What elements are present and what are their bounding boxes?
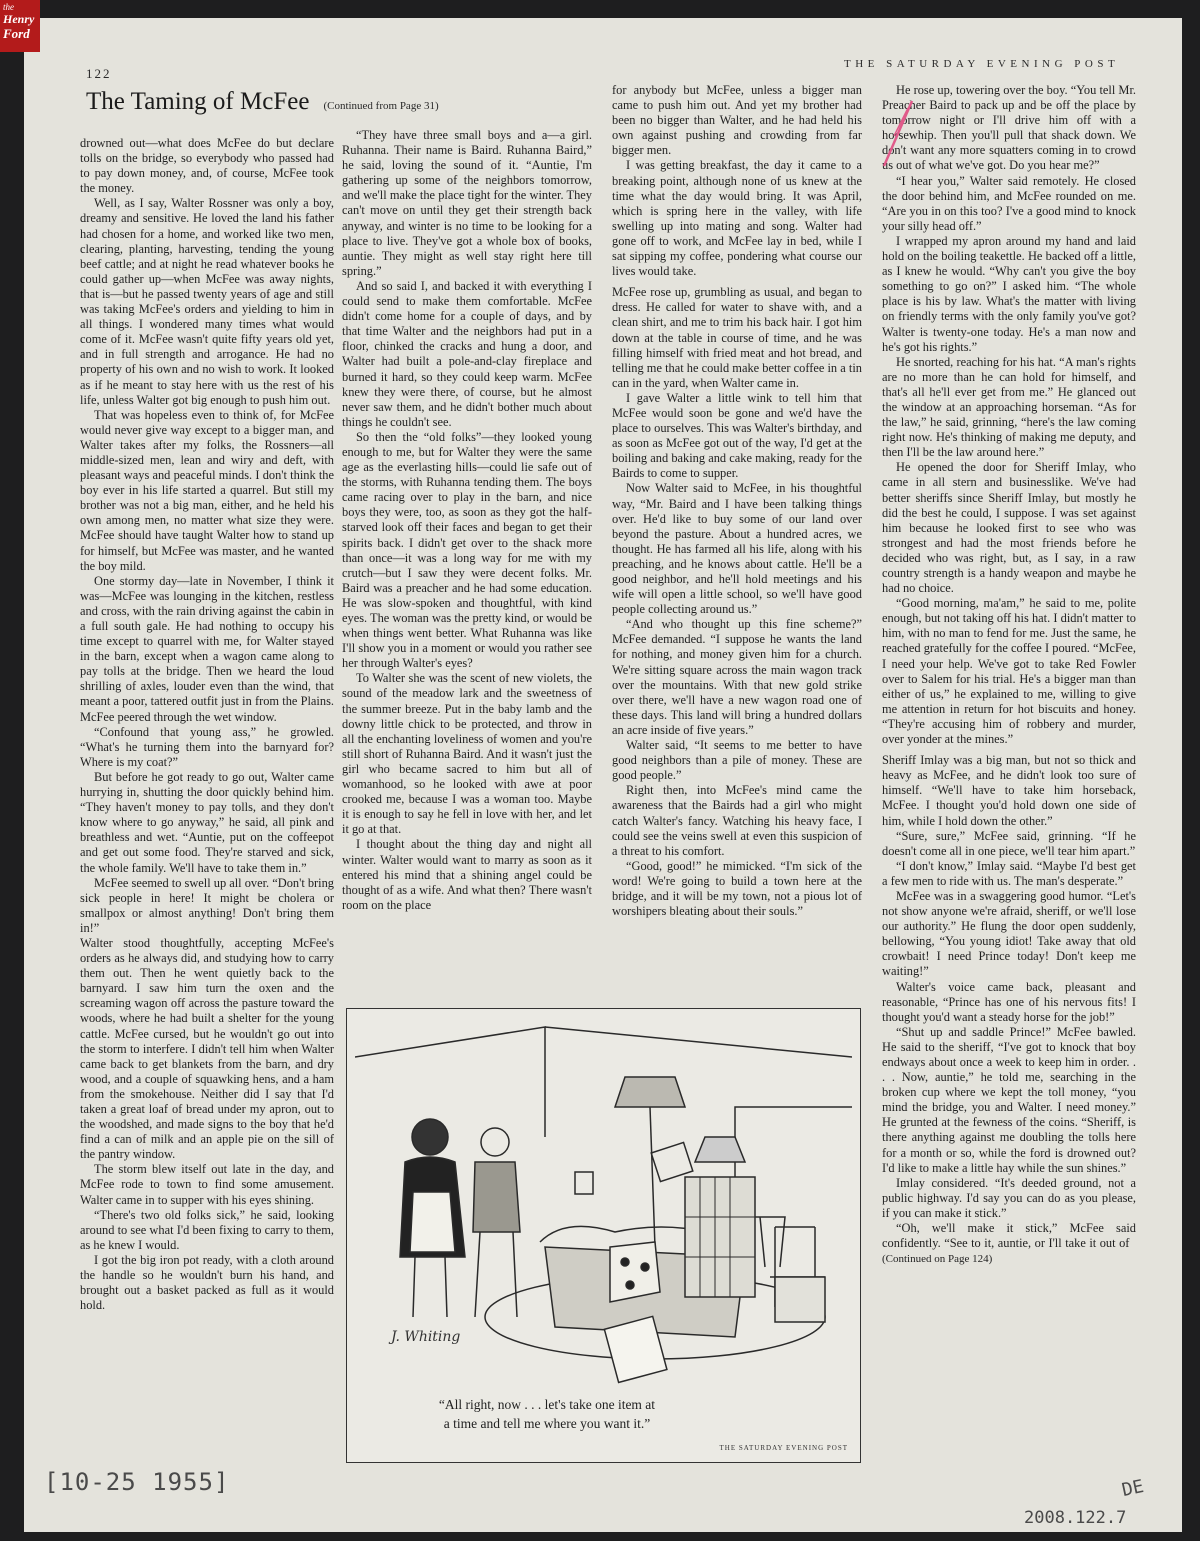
table-lamp (695, 1137, 745, 1162)
paragraph: One stormy day—late in November, I think it was—McFee was lounging in the kitchen, restless and cross, with the rain driving against the cabin in a full south gale. He had nothing to occupy his time except to quarrel with me, for Walter stayed in the barn, except when a wagon came along to pay tolls at the bridge. Then we heard the loud shrilling of axles, louder even than the wind, that meant a poor, tattered outfit just in from the Plains. McFee peered through the wet window. (80, 573, 334, 724)
woman-legs (413, 1257, 447, 1317)
paragraph: I thought about the thing day and night all winter. Walter would want to marry as soon as it entered his mind that a shining angel could be thought of as a wife. And what then? There wasn't room on the place (342, 837, 592, 912)
text-column-4 (882, 83, 1136, 1493)
paragraph: To Walter she was the scent of new violets, the sound of the meadow lark and the sweetness of the summer breeze. Put in the baby lamb and the downy little chick to be protected, and throw in all the enchanting loveliness of women and you're still short of Ruhanna Baird. And it wasn't just the girl who became sacred to him but all of womanhood, so he looked with awe at poor crooked me, because I was a woman too. Maybe it is enough to say he fell in love with her, and let it go at that. (342, 671, 592, 837)
paragraph: McFee was in a swaggering good humor. “Let's not show anyone we're afraid, sheriff, or we'll lose our authority.” He flung the door open suddenly, bellowing, “You young idiot! Take away that old crowbait! I need Prince today! Don't keep me waiting!” (882, 888, 1136, 979)
paragraph: He rose up, towering over the boy. “You tell Mr. Preacher Baird to pack up and be off the place by tomorrow night or I'll drive him off with a horsewhip. Then you'll pull that shack down. We don't want any more squatters coming in to crowd us out of what we've got. Do you hear me?” (882, 83, 1136, 173)
paragraph: I gave Walter a little wink to tell him that McFee would soon be gone and we'd have the place to ourselves. This was Walter's birthday, and as soon as McFee got out of the way, I'd get at the boiling and baking and cake making, ready for the Bairds to come to supper. (612, 390, 862, 481)
floor-lamp-shade (615, 1077, 685, 1107)
paragraph: “They have three small boys and a—a girl. Ruhanna. Their name is Baird. Ruhanna Baird,” he said, loving the sound of it. “Auntie, I'm gathering up some of the neighbors tomorrow, and we'll make the place tight for the winter. They can't move on until they get their strength back anyway, and winter is no time to be looking for a place to live. They've got a whole box of books, auntie. They might as well stay right here till spring.” (342, 128, 592, 278)
paragraph: “I hear you,” Walter said remotely. He closed the door behind him, and McFee rounded on me. “Are you in on this too? I've a good mind to knock your silly head off.” (882, 173, 1136, 233)
paragraph: “Shut up and saddle Prince!” McFee bawled. He said to the sheriff, “I've got to knock that boy endways about once a week to keep him in order. . . . Now, auntie,” he told me, searching in the broken cup where we kept the toll money, “you mind the bridge, you and Walter. I need money.” He grunted at the fewness of the coins. “Sheriff, is there anything against me doubling the tolls here for a month or so, while the ford is drowned out? I'd like to make a little hay while the sun shines.” (882, 1024, 1136, 1175)
paragraph: drowned out—what does McFee do but declare tolls on the bridge, so everybody who passed had to pay down money, and, of course, McFee took the money. (80, 136, 334, 196)
paragraph: “And who thought up this fine scheme?” McFee demanded. “I suppose he wants the land for nothing, and money given him for a church. We're sitting square across the main wagon track over the mountains. With that new gold strike over there, we'll have a new wagon road one of these days. This land will bring a hundred dollars an acre inside of five years.” (612, 617, 862, 737)
television (775, 1277, 825, 1322)
wall-corner-line (355, 1027, 545, 1137)
woman-apron (410, 1192, 455, 1252)
paragraph: Imlay considered. “It's deeded ground, not a public highway. I'd say you can do as you please, if you can make it stick.” (882, 1175, 1136, 1220)
continued-on-note: (Continued on Page 124) (882, 1253, 993, 1266)
paragraph: “I don't know,” Imlay said. “Maybe I'd best get a few men to ride with us. The man's desperate.” (882, 858, 1136, 888)
paragraph: for anybody but McFee, unless a bigger man came to push him out. And yet my brother had been no bigger than Walter, and he had held his own against pushing and crowding from far bigger men. (612, 83, 862, 158)
man-shirt (473, 1162, 520, 1232)
page-number: 122 (86, 66, 112, 81)
cartoon-credit: THE SATURDAY EVENING POST (719, 1444, 848, 1452)
stool (755, 1217, 785, 1267)
paragraph: But before he got ready to go out, Walter came hurrying in, shutting the door quickly behind him. “They haven't money to pay tolls, and they don't know where to go anyway,” he said, all pink and breathless and wet. “Auntie, put on the coffeepot and get out some food. They're starved and sick, the whole family. We'll have to take them in.” (80, 769, 334, 875)
paragraph: I got the big iron pot ready, with a cloth around the handle so he wouldn't burn his hand, and brought out a basket packed as full as it would hold. (80, 1252, 334, 1313)
paragraph: That was hopeless even to think of, for McFee would never give way except to a bigger man, and Walter takes after my folks, the Rossners—all middle-sized men, lean and wiry and deft, with pleasant ways and peaceful minds. I don't think the boy ever in his life started a quarrel. But still my brother was not a big man, either, and he held his own among men, no matter what size they were. McFee should have taught Walter how to stand up for himself, but McFee was master, and he wanted the boy mild. (80, 407, 334, 573)
ceiling-line (545, 1027, 852, 1057)
magazine-page (24, 18, 1182, 1532)
door-frame (735, 1107, 852, 1187)
paragraph-text: “Oh, we'll make it stick,” McFee said confidently. “See to it, auntie, or I'll take it out of (882, 1221, 1136, 1251)
paragraph: He snorted, reaching for his hat. “A man's rights are no more than he can hold for himself, and that's all he'll ever get from me.” He glanced out the window at an approaching horseman. “As for the law,” he said, grinning, “here's the law coming right now. He's thinking of making me deputy, and then I'll be the law around here.” (882, 354, 1136, 460)
dice-box (610, 1242, 660, 1302)
handwritten-date: [10-25 1955] (44, 1468, 230, 1496)
small-picture (575, 1172, 593, 1194)
artist-signature: J. Whiting (391, 1329, 461, 1345)
paragraph: Well, as I say, Walter Rossner was only a boy, dreamy and sensitive. He loved the land his father had chosen for a home, and worked like two men, clearing, planting, harvesting, tending the young beef cattle; and at night he read whatever books he could gather up—when McFee was away nights, that is—but he passed twenty years of age and still was taking McFee's orders and yielding to him in all things. I wondered many times what would come of it. McFee wasn't quite fifty years old yet, and in full strength and arrogance. He had no property of his own and no wish to work. It looked as if he meant to stay here with us the rest of his life, unless Walter got big enough to push him out. (80, 196, 334, 407)
accession-number: 2008.122.7 (1024, 1508, 1127, 1528)
man-legs (475, 1232, 517, 1317)
paragraph: “Good, good!” he mimicked. “I'm sick of the word! We're going to build a town here at the bridge, and it will be my town, not a pious lot of worshipers bleating about their souls.” (612, 858, 862, 919)
continued-from-note: (Continued from Page 31) (323, 100, 439, 112)
paragraph: “Sure, sure,” McFee said, grinning. “If he doesn't come all in one piece, we'll tear him apart.” (882, 828, 1136, 858)
cartoon-illustration (346, 1008, 861, 1463)
man-head (481, 1128, 509, 1156)
floor-lamp-pole (650, 1107, 655, 1247)
paragraph: He opened the door for Sheriff Imlay, who came in all stern and businesslike. We've had better sheriffs since Sheriff Imlay, but mostly he did the best he could, I suppose. I was set against him because he looked first to see who was strongest and had the most friends before he decided who was right, but, as I say, in a raw country strength is a handy weapon and maybe he had no choice. (882, 460, 1136, 596)
cartoon-caption: “All right, now . . . let's take one item at a time and tell me where you want it.” (438, 1397, 656, 1431)
paragraph: Sheriff Imlay was a big man, but not so thick and heavy as McFee, and he didn't look too sure of himself. “We'll have to take him horseback, McFee. I thought you'd hold down one side of him, while I hold down the other.” (882, 753, 1136, 828)
paragraph: Walter stood thoughtfully, accepting McFee's orders as he always did, and studying how to carry them out. Then he went quietly back to the barnyard. I saw him turn the oxen and the screaming wagon off across the pasture toward the woods, where he had built a shelter for the young cattle. McFee cursed, but he wouldn't go out into the storm to interfere. I didn't tell him when Walter came back to get blankets from the barn, and dry wood, and a couple of squawking hens, and a ham from the smokehouse. Neither did I say that I'd taken a great loaf of bread under my apron, out to the woodshed, and made signs to the boy that he'd find a can of milk and an apple pie on the sill of the pantry window. (80, 935, 334, 1162)
paragraph: And so said I, and backed it with everything I could send to make them comfortable. McFee didn't come home for a couple of days, and by that time Walter and the neighbors had put in a floor, chinked the cracks and hung a door, and Walter had built a pole-and-clay fireplace and burned it hard, so they could keep warm. McFee knew they were there, of course, but he almost never saw them, and he didn't bother much about things he couldn't see. (342, 278, 592, 429)
publication-header: THE SATURDAY EVENING POST (844, 58, 1120, 70)
article-title: The Taming of McFee (86, 88, 310, 115)
framed-picture (651, 1142, 693, 1181)
article-title-block (86, 88, 439, 116)
paragraph: “Good morning, ma'am,” he said to me, polite enough, but not taking off his hat. I didn't matter to him, with no man to fend for me. Just the same, he reached gratefully for the coffee I poured. “McFee, I need your help. We've got to take Red Fowler over to Salem for his trial. He's a bigger man than either of us,” he explained to me, willing to give me attention in return for hot biscuits and honey. “They're accusing him of robbery and murder, over yonder at the mines.” (882, 596, 1136, 747)
paragraph: “There's two old folks sick,” he said, looking around to see what I'd been fixing to carry to them, as he knew I would. (80, 1207, 334, 1252)
woman-head (412, 1119, 448, 1155)
henry-ford-logo: the Henry Ford (0, 0, 40, 52)
paragraph: McFee seemed to swell up all over. “Don't bring sick people in here! It might be cholera or smallpox or almost anything! Don't bring them in!” (80, 875, 334, 935)
paragraph: Walter said, “It seems to me better to have good neighbors than a pile of money. These are good people.” (612, 738, 862, 783)
paragraph: Now Walter said to McFee, in his thoughtful way, “Mr. Baird and I have been talking things over. He'd like to buy some of our land over beyond the pasture. About a hundred acres, we thought. He has farmed all his life, along with his preaching, and he knows about cattle. He'll be a good neighbor, and he'll hold meetings and his wife will open a little school, so we'll have good people collecting around us.” (612, 481, 862, 617)
paragraph: I was getting breakfast, the day it came to a breaking point, although none of us knew at the time what the day would bring. It was April, which is spring here in the valley, with life swelling up into mating and song. Walter had gone off to work, and McFee lay in bed, while I sat sipping my coffee, pondering what course our lives would take. (612, 158, 862, 279)
paragraph: Right then, into McFee's mind came the awareness that the Bairds had a girl who might catch Walter's fancy. Watching his heavy face, I could see the veins swell at even this suspicion of a threat to his comfort. (612, 783, 862, 858)
paragraph: I wrapped my apron around my hand and laid hold on the boiling teakettle. He backed off a little, as I knew he would. “Why can't you give the boy something to go on?” I asked him. “The whole place is his by law. What's the matter with living on friendly terms with the only family you've got? Walter is twenty-one today. He's a man now and he's got his rights.” (882, 233, 1136, 354)
paragraph: “Confound that young ass,” he growled. “What's he turning them into the barnyard for? Where is my coat?” (80, 724, 334, 769)
paragraph: The storm blew itself out late in the day, and McFee rode to town to find some amusement. Walter came in to supper with his eyes shining. (80, 1162, 334, 1207)
text-column-3 (612, 83, 862, 1003)
text-column-1 (80, 136, 334, 1486)
paragraph: Walter's voice came back, pleasant and reasonable, “Prince has one of his nervous fits! I thought you'd want a steady horse for the job!” (882, 979, 1136, 1024)
text-column-2 (342, 128, 592, 1008)
handwritten-initials: DE (1120, 1475, 1146, 1502)
paragraph: McFee rose up, grumbling as usual, and began to dress. He called for water to shave with, and a clean shirt, and me to trim his back hair. I got him down at the table in course of time, and he was filling himself with fried meat and hot bread, and telling me that he could make better coffee in a tin can in the yard, when Walter came in. (612, 285, 862, 390)
paragraph: So then the “old folks”—they looked young enough to me, but for Walter they were the same age as the everlasting hills—could lie safe out of the storms, with Ruhanna tending them. The boys came racing over to play in the barn, and nice boys they were, too, as soon as they got the half-starved look off their faces and began to get their spirits back. I didn't get over to the shack more than once—it was a long way for me with my crutch—but I saw they were decent folks. Mr. Baird was a preacher and he had some education. He was slow-spoken and thoughtful, with kind eyes. The woman was the pretty kind, or would be when things went better. What Ruhanna was like I'll show you in a moment or would you rather see her through Walter's eyes? (342, 429, 592, 671)
bookcase (685, 1177, 755, 1297)
paragraph (882, 1221, 1136, 1267)
